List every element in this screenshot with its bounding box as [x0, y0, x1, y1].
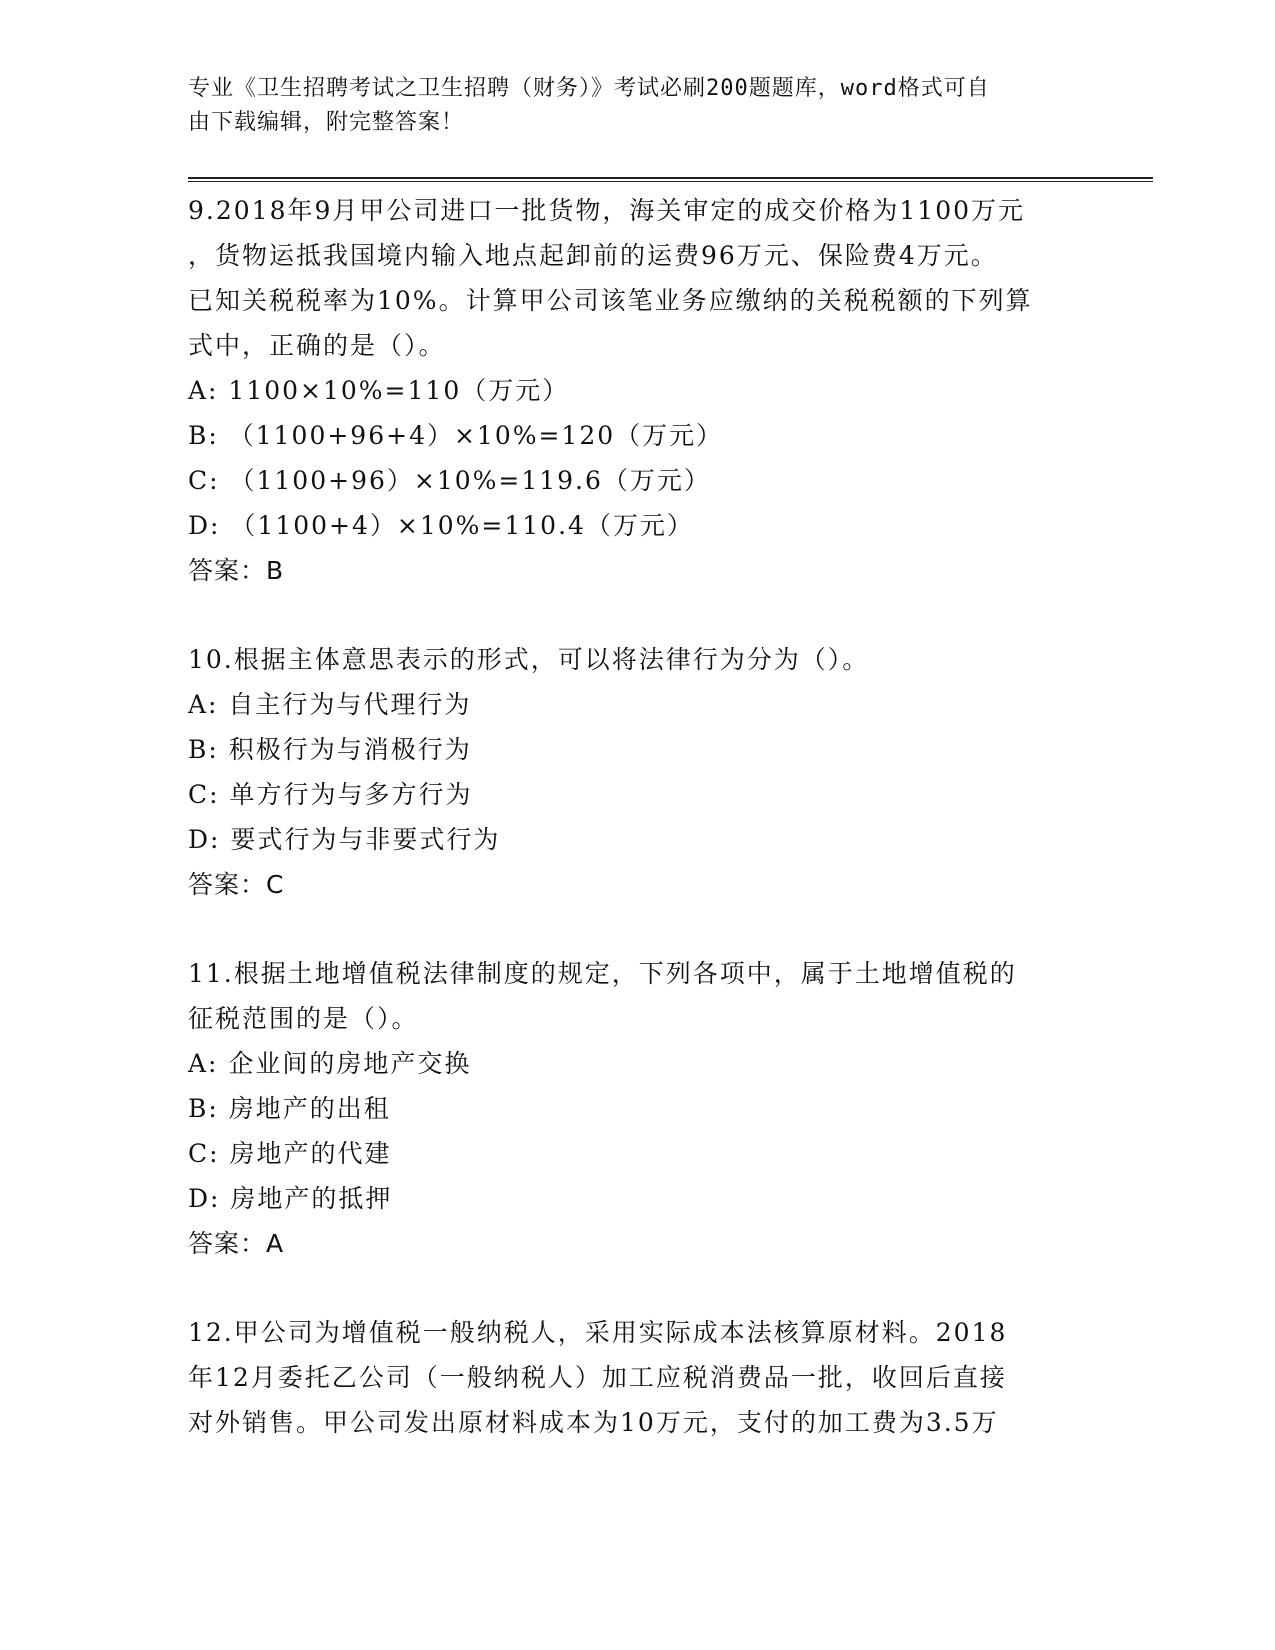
header-line-2: 由下载编辑，附完整答案！: [188, 110, 465, 135]
header-divider-thin: [188, 181, 1153, 182]
stem-line: 征税范围的是（）。: [188, 1004, 419, 1033]
option-a: A: 企业间的房地产交换: [188, 1049, 472, 1078]
option-d: D: 房地产的抵押: [188, 1184, 393, 1213]
option-d: D: 要式行为与非要式行为: [188, 825, 501, 854]
question-11: [188, 951, 1088, 1266]
question-stem: [188, 188, 1088, 368]
stem-line: 式中，正确的是（）。: [188, 331, 446, 360]
stem-line: 9.2018年9月甲公司进口一批货物，海关审定的成交价格为1100万元: [188, 196, 1026, 225]
stem-line: 11.根据土地增值税法律制度的规定，下列各项中，属于土地增值税的: [188, 959, 1017, 988]
stem-line: ，货物运抵我国境内输入地点起卸前的运费96万元、保险费4万元。: [188, 241, 998, 270]
stem-line: 已知关税税率为10%。计算甲公司该笔业务应缴纳的关税税额的下列算: [188, 286, 1033, 315]
question-stem: [188, 951, 1088, 1041]
option-a: A: 自主行为与代理行为: [188, 690, 472, 719]
stem-line: 12.甲公司为增值税一般纳税人，采用实际成本法核算原材料。2018: [188, 1318, 1008, 1347]
stem-line: 对外销售。甲公司发出原材料成本为10万元，支付的加工费为3.5万: [188, 1408, 999, 1437]
question-12: [188, 1310, 1088, 1445]
option-c: C: 单方行为与多方行为: [188, 780, 473, 809]
stem-line: 10.根据主体意思表示的形式，可以将法律行为分为（）。: [188, 645, 870, 674]
answer-line: 答案：C: [188, 870, 285, 899]
question-stem: [188, 1310, 1088, 1445]
option-b: B: （1100+96+4）×10%=120（万元）: [188, 421, 724, 450]
question-10: [188, 637, 1088, 907]
document-header: [188, 72, 1088, 140]
answer-line: 答案：A: [188, 1229, 285, 1258]
question-9: [188, 188, 1088, 593]
header-line-1: 专业《卫生招聘考试之卫生招聘（财务）》考试必刷200题题库，word格式可自: [188, 76, 990, 101]
question-list: [188, 188, 1088, 1489]
option-c: C: 房地产的代建: [188, 1139, 392, 1168]
stem-line: 年12月委托乙公司（一般纳税人）加工应税消费品一批，收回后直接: [188, 1363, 1007, 1392]
option-d: D: （1100+4）×10%=110.4（万元）: [188, 511, 694, 540]
option-c: C: （1100+96）×10%=119.6（万元）: [188, 466, 711, 495]
option-b: B: 积极行为与消极行为: [188, 735, 472, 764]
option-b: B: 房地产的出租: [188, 1094, 391, 1123]
answer-line: 答案：B: [188, 556, 285, 585]
option-a: A: 1100×10%=110（万元）: [188, 376, 570, 405]
header-divider-thick: [188, 177, 1153, 179]
question-stem: [188, 637, 1088, 682]
